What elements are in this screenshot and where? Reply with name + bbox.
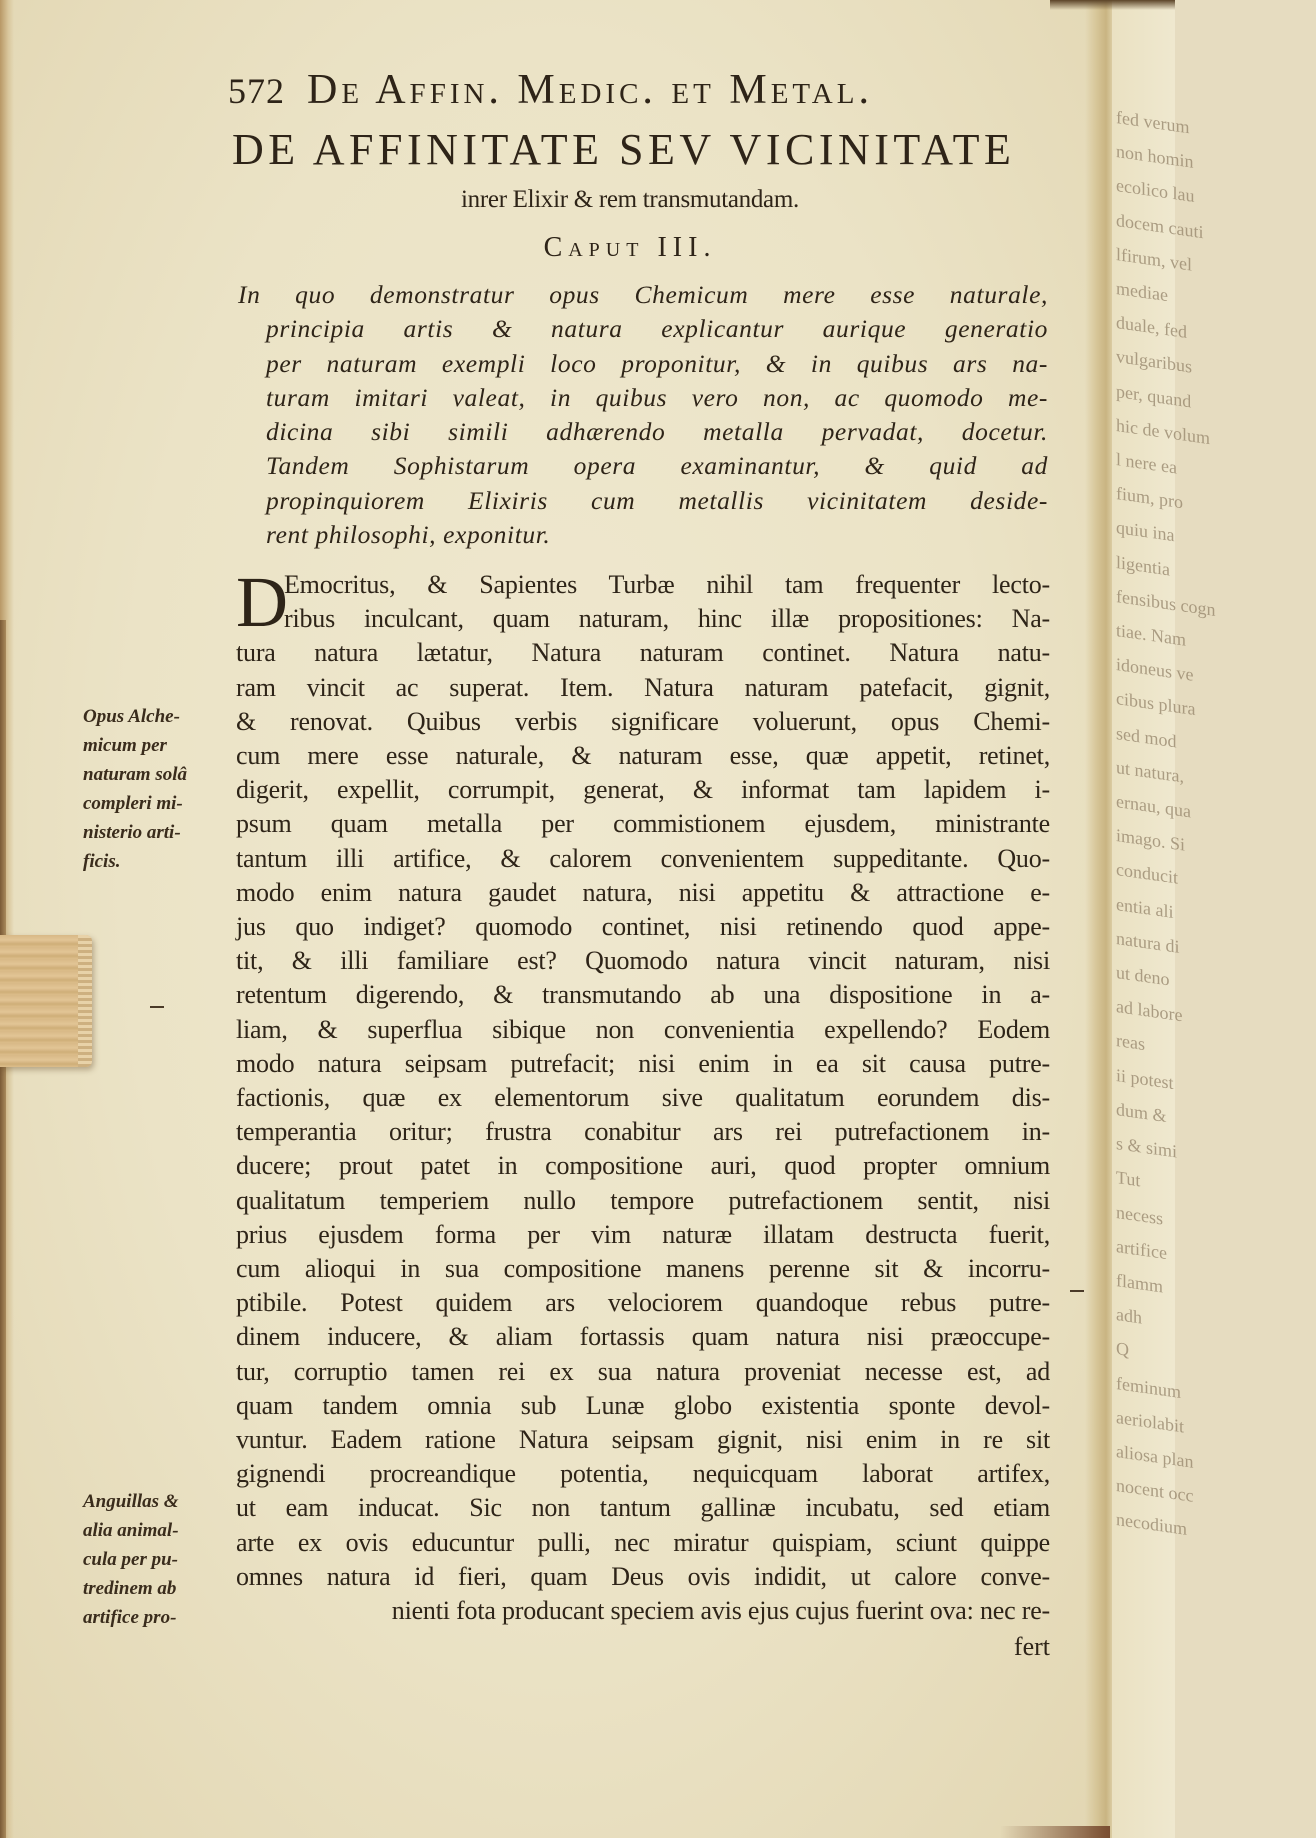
facing-page-line: ligentia [1116, 551, 1170, 580]
summary-line: per naturam exempli loco proponitur, & in quibus ars na- [266, 348, 1048, 378]
chapter-title: DE AFFINITATE SEV VICINITATE [232, 125, 1016, 174]
facing-page-line: adh [1116, 1304, 1142, 1328]
facing-page-line: artifice [1116, 1235, 1167, 1263]
facing-page-line: Q [1116, 1338, 1129, 1361]
facing-page-line: idoneus ve [1116, 654, 1194, 686]
facing-page-line: necess [1116, 1201, 1163, 1229]
body-line: Emocritus, & Sapientes Turbæ nihil tam frequenter lecto- [284, 570, 1050, 599]
facing-page-line: feminum [1116, 1372, 1181, 1402]
facing-page-line: mediae [1116, 278, 1168, 306]
facing-page-line: aeriolabit [1116, 1406, 1184, 1437]
facing-page-line: duale, fed [1116, 312, 1187, 343]
body-line: ribus inculcant, quam naturam, hinc illæ propositiones: Na- [284, 604, 1050, 634]
body-line: digerit, expellit, corrumpit, generat, & informat tam lapidem i- [236, 775, 1050, 805]
facing-page-line: flamm [1116, 1269, 1163, 1297]
margin-note-line: nisterio arti- [83, 822, 181, 843]
margin-note-line: tredinem ab [83, 1578, 177, 1599]
facing-page-line: ut deno [1116, 962, 1170, 990]
facing-page-line: fensibus cogn [1116, 585, 1216, 620]
body-line: liam, & superflua sibique non convenientia expellendo? Eodem [236, 1014, 1050, 1044]
facing-page-line: Tut [1116, 1167, 1141, 1191]
facing-page-line: imago. Si [1116, 825, 1186, 855]
body-line: arte ex ovis educuntur pulli, nec miratur quispiam, sciunt quippe [236, 1527, 1050, 1557]
facing-page-line: vulgaribus [1116, 346, 1192, 378]
body-line: vuntur. Eadem ratione Natura seipsam gignit, nisi enim in re sit [236, 1425, 1050, 1455]
facing-page-line: ut natura, [1116, 756, 1184, 787]
summary-line: propinquiorem Elixiris cum metallis vicinitatem deside- [266, 485, 1048, 515]
facing-page-line: fium, pro [1116, 483, 1183, 513]
body-line: ut eam inducat. Sic non tantum gallinæ incubatu, sed etiam [236, 1493, 1050, 1523]
running-head [228, 66, 1028, 114]
facing-page-line: l nere ea [1116, 449, 1177, 478]
summary-line: Tandem Sophistarum opera examinantur, & quid ad [266, 451, 1048, 481]
facing-page-edge [1112, 0, 1216, 1838]
body-text [236, 562, 1050, 1628]
facing-page-text [1116, 100, 1316, 1565]
facing-page-line: reas [1116, 1030, 1145, 1055]
facing-page-line: conducit [1116, 859, 1178, 889]
facing-page-line: dum & [1116, 1098, 1167, 1126]
facing-page-line: nocent occ [1116, 1475, 1194, 1507]
facing-page-line: s & simi [1116, 1133, 1178, 1162]
facing-page-line: necodium [1116, 1509, 1187, 1540]
margin-note-line: artifice pro- [83, 1607, 177, 1628]
facing-page-line: ernau, qua [1116, 791, 1191, 822]
margin-note-line: ficis. [83, 851, 121, 872]
body-line: & renovat. Quibus verbis significare voluerunt, opus Chemi- [236, 706, 1050, 736]
body-line: tura natura lætatur, Natura naturam continet. Natura natu- [236, 638, 1050, 668]
body-line: gignendi procreandique potentia, nequicquam laborat artifex, [236, 1459, 1050, 1489]
binding-edge [0, 620, 6, 1838]
body-line: factionis, quæ ex elementorum sive qualitatum eorundem dis- [236, 1083, 1050, 1113]
body-line: nienti fota producant speciem avis ejus cujus fuerint ova: nec re- [391, 1596, 1050, 1626]
facing-page-line: quiu ina [1116, 517, 1175, 546]
book-gutter [1085, 0, 1115, 1838]
body-line: modo enim natura gaudet natura, nisi appetitu & attractione e- [236, 877, 1050, 907]
summary-line: dicina sibi simili adhærendo metalla pervadat, docetur. [266, 417, 1048, 447]
body-line: dinem inducere, & aliam fortassis quam natura nisi præoccupe- [236, 1322, 1050, 1352]
facing-page-line: non homin [1116, 141, 1194, 173]
facing-page-line: ii potest [1116, 1064, 1174, 1093]
drop-cap-initial: D [236, 562, 288, 642]
body-line: psum quam metalla per commistionem ejusdem, ministrante [236, 809, 1050, 839]
facing-page-line: aliosa plan [1116, 1440, 1194, 1472]
facing-page-line: cibus plura [1116, 688, 1196, 720]
facing-page-line: per, quand [1116, 380, 1192, 412]
margin-note-line: micum per [83, 735, 167, 756]
running-title: De Affin. Medic. et Metal. [307, 67, 873, 113]
body-line: ram vincit ac superat. Item. Natura naturam patefacit, gignit, [236, 672, 1050, 702]
body-line: tur, corruptio tamen rei ex sua natura proveniat necesse est, ad [236, 1356, 1050, 1386]
body-line: qualitatum temperiem nullo tempore putrefactionem sentit, nisi [236, 1185, 1050, 1215]
facing-page-line: ecolico lau [1116, 175, 1195, 207]
body-line: tit, & illi familiare est? Quomodo natura vincit naturam, nisi [236, 946, 1050, 976]
margin-note-line: Opus Alche- [83, 706, 180, 727]
margin-note-line: cula per pu- [83, 1549, 178, 1570]
paper-bookmark-strip [0, 935, 92, 1067]
body-line: temperantia oritur; frustra conabitur ars rei putrefactionem in- [236, 1117, 1050, 1147]
chapter-summary [238, 278, 1048, 552]
margin-dash-mark [1070, 1290, 1084, 1292]
summary-line: In quo demonstratur opus Chemicum mere esse naturale, [238, 280, 1048, 309]
body-line: ducere; prout patet in compositione auri, quod propter omnium [236, 1151, 1050, 1181]
margin-note-opus-alchemicum [83, 702, 233, 876]
margin-note-line: naturam solâ [83, 764, 188, 785]
body-line: cum mere esse naturale, & naturam esse, quæ appetit, retinet, [236, 741, 1050, 771]
body-line: prius ejusdem forma per vim naturæ illatam destructa fuerit, [236, 1219, 1050, 1249]
facing-page-line: docem cauti [1116, 209, 1204, 242]
body-line: retentum digerendo, & transmutando ab una dispositione in a- [236, 980, 1050, 1010]
facing-page-line: fed verum [1116, 107, 1190, 138]
facing-page-line: sed mod [1116, 722, 1177, 752]
margin-note-line: Anguillas & [83, 1491, 179, 1512]
page-number: 572 [228, 71, 285, 111]
body-line: modo natura seipsam putrefacit; nisi enim in ea sit causa putre- [236, 1048, 1050, 1078]
chapter-number: Caput III. [543, 232, 717, 263]
body-line: tantum illi artifice, & calorem convenientem suppeditante. Quo- [236, 843, 1050, 873]
facing-page-line: natura di [1116, 927, 1180, 957]
catchword: fert [1013, 1632, 1050, 1661]
page-bottom-shadow [1000, 1826, 1110, 1838]
margin-note-line: alia animal- [83, 1520, 179, 1541]
body-line: quam tandem omnia sub Lunæ globo existentia sponte devol- [236, 1390, 1050, 1420]
body-line: ptibile. Potest quidem ars velociorem quandoque rebus putre- [236, 1288, 1050, 1318]
summary-line: turam imitari valeat, in quibus vero non, ac quomodo me- [266, 382, 1048, 412]
body-line: jus quo indiget? quomodo continet, nisi retinendo quod appe- [236, 912, 1050, 942]
summary-line: rent philosophi, exponitur. [266, 520, 551, 550]
facing-page-line: ad labore [1116, 996, 1183, 1026]
body-line: omnes natura id fieri, quam Deus ovis indidit, ut calore conve- [236, 1561, 1050, 1591]
margin-note-anguillas [83, 1487, 233, 1632]
chapter-subtitle: inrer Elixir & rem transmutandam. [461, 186, 799, 213]
facing-page-line: lfirum, vel [1116, 243, 1192, 275]
body-line: cum alioqui in sua compositione manens perenne sit & incorru- [236, 1254, 1050, 1284]
page-top-shadow [1050, 0, 1175, 10]
facing-page-line: tiae. Nam [1116, 620, 1186, 650]
margin-dash-mark [150, 1006, 164, 1008]
facing-page-line: entia ali [1116, 893, 1174, 922]
facing-page-line: hic de volum [1116, 414, 1210, 449]
margin-note-line: compleri mi- [83, 793, 183, 814]
summary-line: principia artis & natura explicantur aurique generatio [266, 314, 1048, 344]
